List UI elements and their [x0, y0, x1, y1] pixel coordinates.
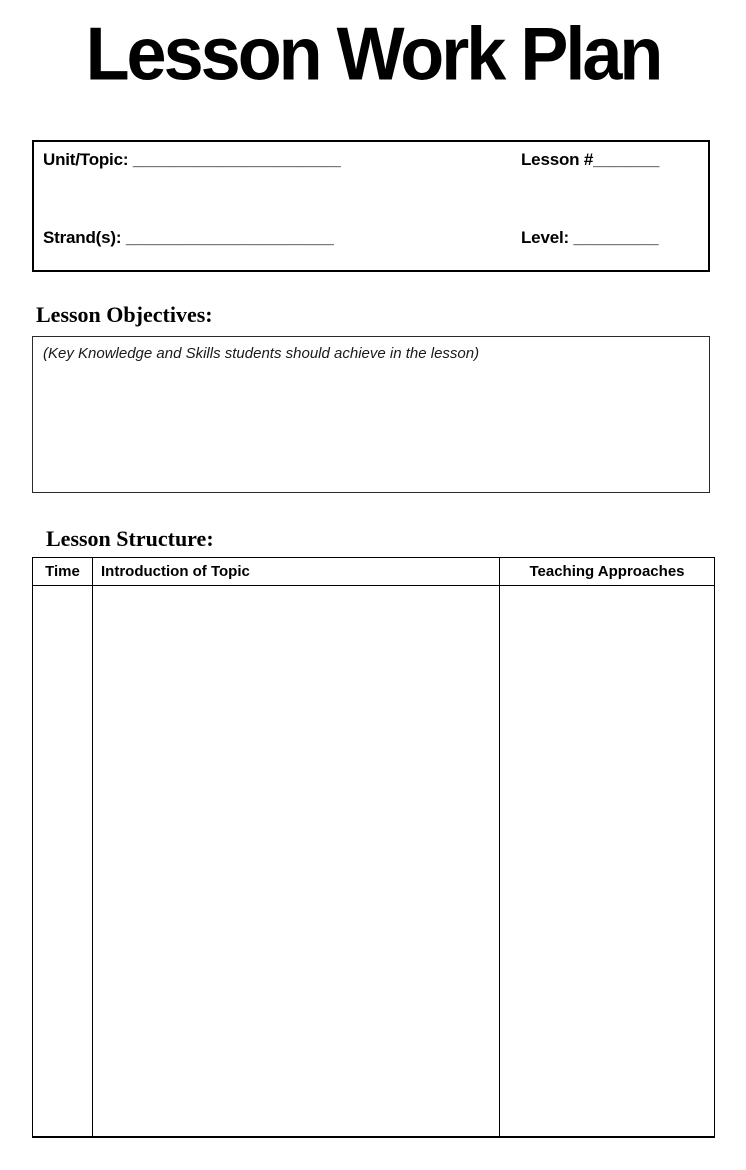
- lesson-objectives-heading: Lesson Objectives:: [36, 302, 213, 327]
- lesson-structure-heading: Lesson Structure:: [46, 526, 214, 551]
- strands-blank[interactable]: ______________________: [125, 228, 334, 247]
- level-field: [521, 228, 659, 248]
- unit-topic-label: Unit/Topic:: [43, 150, 129, 169]
- lesson-number-field: [521, 150, 659, 170]
- strands-label: Strand(s):: [43, 228, 122, 247]
- level-blank[interactable]: _________: [573, 228, 659, 247]
- table-header-row: [33, 558, 715, 586]
- page-title: Lesson Work Plan: [85, 13, 661, 97]
- lesson-structure-table: [32, 557, 715, 1138]
- table-row: [33, 586, 715, 1138]
- lesson-number-label: Lesson #: [521, 150, 594, 169]
- unit-topic-field: [43, 150, 341, 170]
- introduction-of-topic-cell[interactable]: [93, 586, 500, 1138]
- column-header-teaching-approaches: Teaching Approaches: [500, 558, 715, 586]
- strands-field: [43, 228, 334, 248]
- time-cell[interactable]: [33, 586, 93, 1138]
- column-header-time: Time: [33, 558, 93, 586]
- lesson-objectives-box[interactable]: [32, 336, 710, 493]
- lesson-info-box: [32, 140, 710, 272]
- lesson-number-blank[interactable]: _______: [593, 150, 660, 169]
- unit-topic-blank[interactable]: ______________________: [132, 150, 341, 169]
- column-header-introduction-of-topic: Introduction of Topic: [93, 558, 500, 586]
- teaching-approaches-cell[interactable]: [500, 586, 715, 1138]
- level-label: Level:: [521, 228, 569, 247]
- objectives-hint-text: (Key Knowledge and Skills students should achieve in the lesson): [43, 345, 480, 362]
